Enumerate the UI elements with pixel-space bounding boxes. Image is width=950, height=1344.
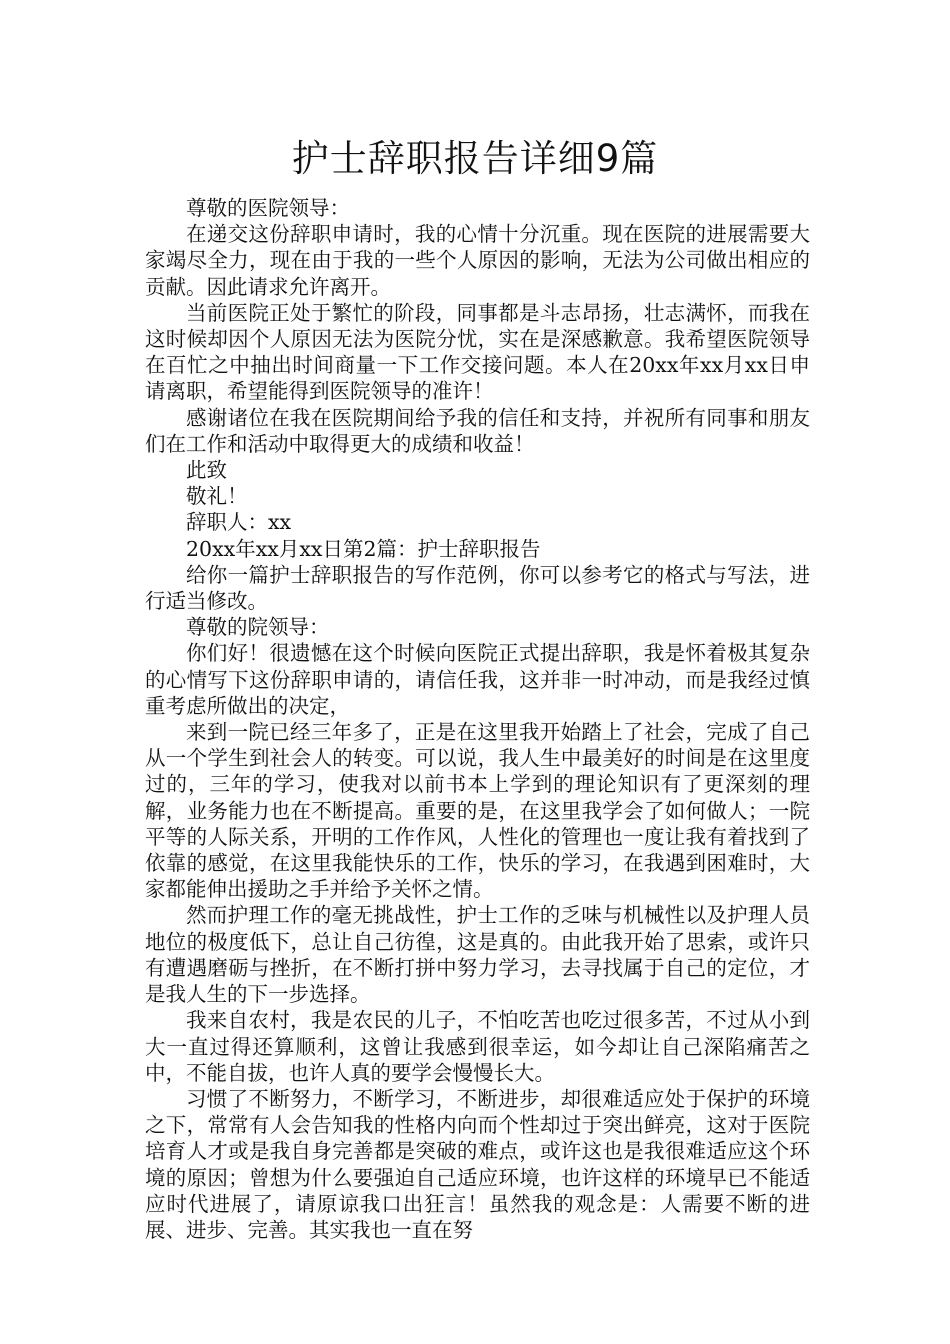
salutation: 尊敬的医院领导： — [186, 196, 350, 220]
body-paragraph: 感谢诸位在我在医院期间给予我的信任和支持，并祝所有同事和朋友们在工作和活动中取得更大的成绩和收益！ — [145, 405, 810, 456]
document-body — [145, 195, 810, 1243]
closing-line: 此致 — [186, 458, 227, 483]
body-paragraph: 当前医院正处于繁忙的阶段，同事都是斗志昂扬，壮志满怀，而我在这时候却因个人原因无法为医院分忧，实在是深感歉意。我希望医院领导在百忙之中抽出时间商量一下工作交接问题。本人在20xx年xx月xx日申请离职，希望能得到医院领导的准许！ — [145, 300, 810, 404]
document-title: 护士辞职报告详细9篇 — [291, 137, 659, 180]
signature-line: 辞职人：xx — [186, 510, 292, 535]
body-paragraph: 我来自农村，我是农民的儿子，不怕吃苦也吃过很多苦，不过从小到大一直过得还算顺利，这曾让我感到很幸运，如今却让自己深陷痛苦之中，不能自拔，也许人真的要学会慢慢长大。 — [145, 1008, 810, 1085]
body-paragraph: 你们好！很遗憾在这个时候向医院正式提出辞职，我是怀着极其复杂的心情写下这份辞职申请的，请信任我，这并非一时冲动，而是我经过慎重考虑所做出的决定， — [145, 641, 810, 718]
body-paragraph: 给你一篇护士辞职报告的写作范例，你可以参考它的格式与写法，进行适当修改。 — [145, 562, 810, 614]
date-line: 20xx年xx月xx日第2篇：护士辞职报告 — [186, 536, 541, 561]
body-paragraph: 在递交这份辞职申请时，我的心情十分沉重。现在医院的进展需要大家竭尽全力，现在由于我的一些个人原因的影响，无法为公司做出相应的贡献。因此请求允许离开。 — [145, 222, 810, 299]
body-paragraph: 来到一院已经三年多了，正是在这里我开始踏上了社会，完成了自己从一个学生到社会人的转变。可以说，我人生中最美好的时间是在这里度过的，三年的学习，使我对以前书本上学到的理论知识有了更深刻的理解，业务能力也在不断提高。重要的是，在这里我学会了如何做人；一院平等的人际关系，开明的工作作风，人性化的管理也一度让我有着找到了依靠的感觉，在这里我能快乐的工作，快乐的学习，在我遇到困难时，大家都能伸出援助之手并给予关怀之情。 — [145, 720, 810, 902]
closing-line: 敬礼！ — [186, 484, 248, 509]
body-paragraph: 然而护理工作的毫无挑战性，护士工作的乏味与机械性以及护理人员地位的极度低下，总让自己彷徨，这是真的。由此我开始了思索，或许只有遭遇磨砺与挫折，在不断打拼中努力学习，去寻找属于自己的定位，才是我人生的下一步选择。 — [145, 903, 810, 1007]
body-paragraph: 习惯了不断努力，不断学习，不断进步，却很难适应处于保护的环境之下，常常有人会告知我的性格内向而个性却过于突出鲜亮，这对于医院培育人才或是我自身完善都是突破的难点，或许这也是我很难适应这个环境的原因；曾想为什么要强迫自己适应环境，也许这样的环境早已不能适应时代进展了，请原谅我口出狂言！虽然我的观念是：人需要不断的进展、进步、完善。其实我也一直在努 — [145, 1086, 810, 1242]
salutation: 尊敬的院领导： — [186, 615, 330, 640]
